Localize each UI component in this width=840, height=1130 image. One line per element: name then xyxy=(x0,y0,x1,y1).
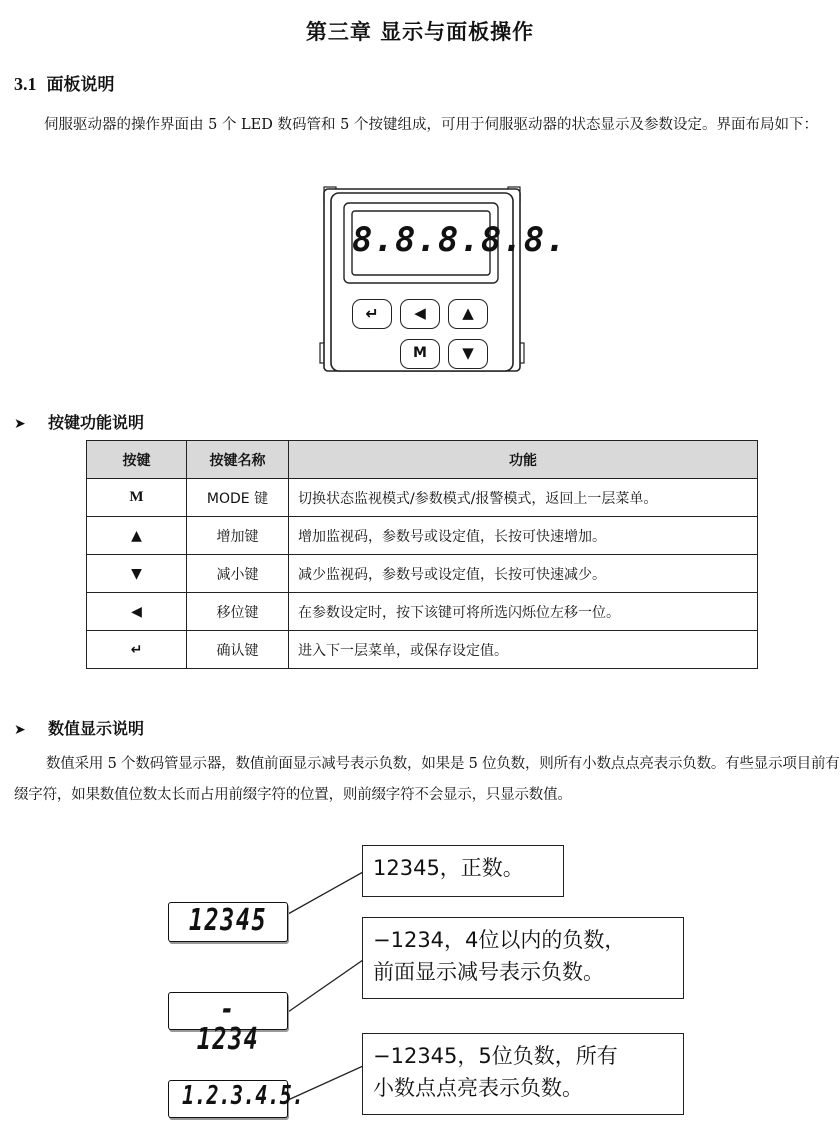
key-symbol: ▼ xyxy=(87,555,187,593)
key-function: 减少监视码，参数号或设定值，长按可快速减少。 xyxy=(289,555,758,593)
key-symbol: ↵ xyxy=(87,631,187,669)
header-function: 功能 xyxy=(289,441,758,479)
key-name: MODE 键 xyxy=(187,479,289,517)
down-key-button[interactable]: ▼ xyxy=(448,339,488,369)
header-name: 按键名称 xyxy=(187,441,289,479)
bullet-arrow-icon: ➤ xyxy=(14,416,26,432)
mode-key-button[interactable]: M xyxy=(400,339,440,369)
callout-line: 12345，正数。 xyxy=(373,856,524,880)
callout-negative-5 xyxy=(362,1033,684,1115)
enter-key-button[interactable]: ↵ xyxy=(352,299,392,329)
key-symbol: ▲ xyxy=(87,517,187,555)
callout-negative-4 xyxy=(362,917,684,999)
key-symbol: M xyxy=(87,479,187,517)
header-key: 按键 xyxy=(87,441,187,479)
value-paragraph: 数值采用 5 个数码管显示器，数值前面显示减号表示负数，如果是 5 位负数，则所有小数点点亮表示负数。有些显示项目前有缀字符，如果数值位数太长而占用前缀字符的位置，则前缀字符不会显示，只显示数值。 xyxy=(14,756,840,803)
key-name: 减小键 xyxy=(187,555,289,593)
intro-paragraph: 伺服驱动器的操作界面由 5 个 LED 数码管和 5 个按键组成，可用于伺服驱动器的状态显示及参数设定。界面布局如下： xyxy=(44,117,818,133)
led-value: 12345 xyxy=(188,903,268,938)
section-title-text: 面板说明 xyxy=(46,75,115,95)
up-key-button[interactable]: ▲ xyxy=(448,299,488,329)
bullet-arrow-icon: ➤ xyxy=(14,722,26,738)
key-function: 在参数设定时，按下该键可将所选闪烁位左移一位。 xyxy=(289,593,758,631)
callout-line: −12345，5位负数，所有 xyxy=(373,1044,618,1068)
key-name: 增加键 xyxy=(187,517,289,555)
callout-positive xyxy=(362,845,564,897)
left-key-button[interactable]: ◀ xyxy=(400,299,440,329)
key-function: 增加监视码，参数号或设定值，长按可快速增加。 xyxy=(289,517,758,555)
key-symbol: ◀ xyxy=(87,593,187,631)
callout-line: −1234，4位以内的负数， xyxy=(373,928,626,952)
callout-line: 前面显示减号表示负数。 xyxy=(373,960,604,984)
led-display-negative-5 xyxy=(168,1080,305,1118)
value-section-title: 数值显示说明 xyxy=(48,719,145,738)
key-name: 确认键 xyxy=(187,631,289,669)
key-function: 切换状态监视模式/参数模式/报警模式，返回上一层菜单。 xyxy=(289,479,758,517)
panel-led-digits: 8.8.8.8.8. xyxy=(352,220,567,260)
callout-line: 小数点点亮表示负数。 xyxy=(373,1076,583,1100)
led-display-negative-4 xyxy=(168,992,288,1057)
key-name: 移位键 xyxy=(187,593,289,631)
key-section-title: 按键功能说明 xyxy=(48,413,145,432)
key-function: 进入下一层菜单，或保存设定值。 xyxy=(289,631,758,669)
led-display-positive xyxy=(168,902,288,942)
led-value: 1.2.3.4.5. xyxy=(181,1081,305,1111)
led-value: - 1234 xyxy=(196,992,260,1057)
section-number: 3.1 xyxy=(14,74,37,94)
chapter-title: 第三章 显示与面板操作 xyxy=(305,20,535,44)
